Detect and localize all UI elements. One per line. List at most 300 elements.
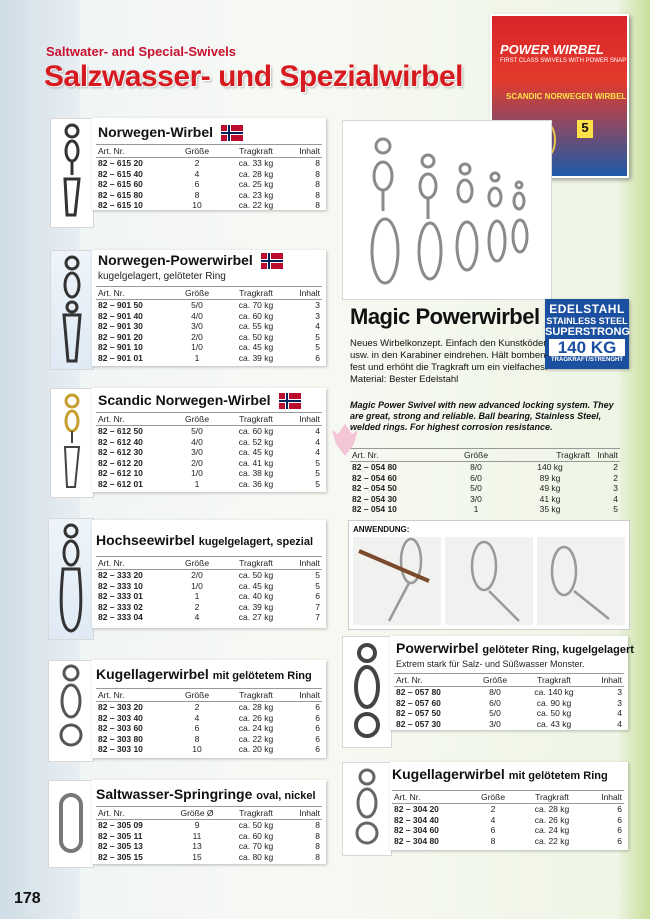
scandic-table (96, 412, 322, 489)
cell-load: 49 kg (539, 483, 561, 494)
swivel-icon (343, 763, 391, 855)
cell-load: ca. 50 kg (238, 820, 274, 831)
table-row (96, 437, 322, 448)
col-content: Inhalt (288, 807, 322, 820)
table-row (96, 744, 322, 755)
cell-content: 8 (315, 841, 320, 852)
col-art: Art. Nr. (96, 287, 170, 300)
table-row (96, 353, 322, 364)
table-row (350, 483, 620, 494)
package-brand: POWER WIRBEL (500, 42, 604, 57)
cell-size: 8 (194, 733, 200, 744)
package-tagline: FIRST CLASS SWIVELS WITH POWER SNAP (500, 58, 627, 64)
hochsee-title-text: Hochseewirbel (96, 532, 195, 548)
cell-art: 82 – 901 10 (98, 342, 143, 353)
cell-size: 4 (194, 612, 200, 623)
magic-description-de: Neues Wirbelkonzept. Einfach den Kunstköder usw. in den Karabiner eindrehen. Hält bomben-fest und erhöht die Tragkraft um ein vielfaches. Material: Bester Edelstahl (350, 338, 549, 385)
table-row (96, 200, 322, 211)
cell-art: 82 – 615 20 (98, 158, 143, 169)
cell-content: 5 (315, 457, 320, 468)
magic-powerwirbel-photo (342, 120, 552, 300)
cell-art: 82 – 333 04 (98, 612, 143, 623)
cell-content: 6 (617, 804, 622, 815)
page-title: Salzwasser- und Spezialwirbel (44, 60, 463, 93)
cell-content: 8 (315, 200, 320, 211)
springringe-title (96, 786, 316, 802)
norwegen-wirbel-title-text: Norwegen-Wirbel (98, 124, 213, 140)
cell-load: ca. 28 kg (238, 702, 274, 713)
table-row (392, 815, 624, 826)
cell-size: 1 (194, 352, 200, 363)
col-size: Größe (170, 287, 224, 300)
cell-art: 82 – 057 30 (396, 718, 441, 729)
col-size: Größe (170, 557, 224, 570)
col-art: Art. Nr. (96, 557, 170, 570)
norway-flag-icon (259, 253, 285, 269)
col-content: Inhalt (288, 287, 322, 300)
edelstahl-line4: 140 KG (549, 339, 625, 356)
cell-size: 10 (192, 200, 202, 211)
cell-size: 3/0 (470, 493, 482, 504)
cell-load: ca. 45 kg (238, 580, 274, 591)
cell-art: 82 – 303 20 (98, 702, 143, 713)
cell-size: 2 (194, 702, 200, 713)
col-load: Tragkraft (522, 674, 586, 687)
table-row (96, 426, 322, 437)
cell-content: 5 (315, 342, 320, 353)
cell-size: 8 (490, 835, 496, 846)
cell-content: 3 (617, 687, 622, 698)
cell-content: 7 (315, 612, 320, 623)
cell-load: ca. 45 kg (238, 447, 274, 458)
cell-load: ca. 26 kg (534, 814, 570, 825)
scandic-title (98, 392, 303, 409)
springringe-title-suffix: oval, nickel (256, 790, 316, 802)
cell-load: ca. 23 kg (238, 189, 274, 200)
page-number: 178 (14, 890, 41, 907)
norway-flag-icon (277, 393, 303, 409)
cell-art: 82 – 615 80 (98, 189, 143, 200)
cell-load: ca. 36 kg (238, 478, 274, 489)
table-row (392, 836, 624, 847)
split-ring-icon (49, 781, 93, 867)
cell-size: 1 (194, 478, 200, 489)
table-row (96, 468, 322, 479)
cell-content: 5 (315, 468, 320, 479)
cell-content: 4 (315, 447, 320, 458)
package-product-name: SCANDIC NORWEGEN WIRBEL (506, 92, 627, 101)
kugellager-photo (48, 660, 94, 762)
table-row (96, 479, 322, 490)
cell-load: ca. 22 kg (238, 200, 274, 211)
cell-art: 82 – 612 01 (98, 478, 143, 489)
cell-size: 2/0 (191, 457, 203, 468)
swivel-icon (49, 519, 93, 639)
hochsee-title (96, 532, 313, 548)
cell-art: 82 – 305 15 (98, 851, 143, 862)
cell-art: 82 – 901 30 (98, 321, 143, 332)
edelstahl-line5: TRAGKRAFT/STRENGHT (551, 357, 623, 363)
table-row (96, 570, 322, 581)
cell-load: ca. 20 kg (238, 744, 274, 755)
col-load: Tragkraft (224, 689, 288, 702)
table-row (96, 702, 322, 713)
cell-load: ca. 55 kg (238, 321, 274, 332)
cell-size: 5/0 (489, 708, 501, 719)
cell-load: ca. 28 kg (238, 168, 274, 179)
cell-size: 6/0 (489, 697, 501, 708)
cell-art: 82 – 305 11 (98, 830, 143, 841)
norwegen-wirbel-table (96, 144, 322, 211)
col-content: Inhalt (586, 674, 624, 687)
table-row (96, 820, 322, 831)
cell-content: 3 (315, 300, 320, 311)
cell-size: 5/0 (470, 483, 482, 494)
norway-flag-icon (219, 125, 245, 141)
table-row (96, 458, 322, 469)
cell-size: 10 (192, 744, 202, 755)
cell-art: 82 – 901 40 (98, 310, 143, 321)
cell-content: 8 (315, 830, 320, 841)
cell-size: 1 (194, 591, 200, 602)
cell-art: 82 – 333 20 (98, 570, 143, 581)
cell-size: 2/0 (191, 331, 203, 342)
col-size: Größe (466, 791, 520, 804)
cell-load: ca. 45 kg (238, 342, 274, 353)
cell-content: 6 (617, 814, 622, 825)
cell-size: 1 (473, 504, 479, 515)
cell-content: 5 (613, 504, 618, 515)
col-content: Inhalt (288, 413, 322, 426)
edelstahl-line2: STAINLESS STEEL (546, 316, 628, 326)
cell-size: 4 (194, 168, 200, 179)
table-row (96, 332, 322, 343)
cell-load: ca. 60 kg (238, 830, 274, 841)
kugellager-title (96, 666, 312, 682)
col-size-diam: Größe Ø (170, 807, 224, 820)
table-row (96, 447, 322, 458)
cell-content: 6 (617, 825, 622, 836)
cell-size: 5/0 (191, 300, 203, 311)
cell-art: 82 – 054 50 (352, 483, 397, 494)
springringe-title-text: Saltwasser-Springringe (96, 786, 253, 802)
swivel-icon (51, 119, 93, 227)
col-load: Tragkraft (224, 145, 288, 158)
cell-load: ca. 41 kg (238, 457, 274, 468)
table-row (96, 190, 322, 201)
table-row (96, 612, 322, 623)
col-art: Art. Nr. (96, 689, 170, 702)
kugellager2-photo (342, 762, 392, 856)
cell-content: 6 (315, 733, 320, 744)
cell-load: ca. 27 kg (238, 612, 274, 623)
col-size: Größe (170, 689, 224, 702)
cell-size: 13 (192, 841, 202, 852)
cell-size: 9 (194, 820, 200, 831)
cell-art: 82 – 612 20 (98, 457, 143, 468)
cell-load: 89 kg (539, 472, 561, 483)
cell-load: ca. 50 kg (238, 331, 274, 342)
table-row (96, 169, 322, 180)
cell-size: 3/0 (489, 718, 501, 729)
cell-size: 5/0 (191, 426, 203, 437)
cell-content: 6 (315, 744, 320, 755)
cell-art: 82 – 054 10 (352, 504, 397, 515)
col-content: Inhalt (592, 449, 620, 462)
col-load: Tragkraft (224, 557, 288, 570)
table-row (96, 841, 322, 852)
cell-content: 6 (617, 835, 622, 846)
edelstahl-line3: SUPERSTRONG (545, 326, 630, 338)
kugellager2-title (392, 766, 608, 782)
cell-load: 41 kg (539, 493, 561, 504)
cell-size: 4 (194, 712, 200, 723)
cell-load: ca. 140 kg (534, 687, 574, 698)
hochsee-title-suffix: kugelgelagert, spezial (198, 536, 314, 548)
scandic-title-text: Scandic Norwegen-Wirbel (98, 392, 271, 408)
table-row (96, 831, 322, 842)
table-row (350, 473, 620, 484)
col-load: Tragkraft (520, 791, 584, 804)
cell-content: 5 (315, 331, 320, 342)
kugellager2-table (392, 790, 624, 846)
table-row (96, 321, 322, 332)
cell-content: 3 (315, 310, 320, 321)
cell-content: 4 (613, 493, 618, 504)
col-content: Inhalt (584, 791, 624, 804)
cell-content: 5 (315, 570, 320, 581)
table-row (96, 179, 322, 190)
cell-content: 8 (315, 189, 320, 200)
table-row (96, 581, 322, 592)
cell-size: 1/0 (191, 580, 203, 591)
cell-size: 4/0 (191, 310, 203, 321)
cell-art: 82 – 333 02 (98, 601, 143, 612)
cell-size: 6/0 (470, 472, 482, 483)
cell-art: 82 – 057 60 (396, 697, 441, 708)
kugellager-title-text: Kugellagerwirbel (96, 666, 209, 682)
cell-load: ca. 50 kg (536, 708, 572, 719)
cell-size: 3/0 (191, 321, 203, 332)
cell-load: ca. 28 kg (534, 804, 570, 815)
cell-art: 82 – 057 50 (396, 708, 441, 719)
cell-load: ca. 38 kg (238, 468, 274, 479)
table-row (350, 462, 620, 473)
cell-art: 82 – 304 80 (394, 835, 439, 846)
cell-size: 8/0 (470, 462, 482, 473)
cell-art: 82 – 303 40 (98, 712, 143, 723)
table-row (350, 504, 620, 515)
cell-content: 3 (617, 697, 622, 708)
magic-swivels-icon (343, 121, 551, 299)
cell-load: ca. 33 kg (238, 158, 274, 169)
cell-load: ca. 22 kg (534, 835, 570, 846)
col-load: Tragkraft (224, 807, 288, 820)
cell-size: 2 (194, 601, 200, 612)
usage-label: ANWENDUNG: (353, 525, 410, 534)
cell-load: 140 kg (537, 462, 563, 473)
col-art: Art. Nr. (96, 413, 170, 426)
cell-size: 15 (192, 851, 202, 862)
cell-size: 6 (490, 825, 496, 836)
powerwirbel-subtitle: Extrem stark für Salz- und Süßwasser Monster. (396, 659, 585, 669)
magic-table (350, 448, 620, 515)
cell-content: 6 (315, 591, 320, 602)
norwegen-powerwirbel-title-text: Norwegen-Powerwirbel (98, 252, 253, 268)
cell-load: ca. 22 kg (238, 733, 274, 744)
table-row (392, 804, 624, 815)
powerwirbel-title-suffix: gelöteter Ring, kugelgelagert (482, 644, 634, 656)
cell-load: ca. 70 kg (238, 841, 274, 852)
swivel-icon (343, 637, 391, 747)
cell-content: 6 (315, 723, 320, 734)
cell-content: 8 (315, 158, 320, 169)
cell-content: 8 (315, 168, 320, 179)
cell-load: ca. 40 kg (238, 591, 274, 602)
col-load: Tragkraft (508, 449, 592, 462)
cell-art: 82 – 333 10 (98, 580, 143, 591)
cell-art: 82 – 054 60 (352, 472, 397, 483)
cell-size: 3/0 (191, 447, 203, 458)
cell-content: 4 (315, 426, 320, 437)
table-row (350, 494, 620, 505)
col-size: Größe (468, 674, 522, 687)
scandic-photo (50, 388, 94, 498)
cell-art: 82 – 901 01 (98, 352, 143, 363)
table-row (394, 698, 624, 709)
cell-content: 4 (315, 436, 320, 447)
cell-load: ca. 90 kg (536, 697, 572, 708)
cell-size: 2 (194, 158, 200, 169)
cell-size: 2 (490, 804, 496, 815)
cell-art: 82 – 304 20 (394, 804, 439, 815)
cell-content: 3 (613, 483, 618, 494)
cell-size: 1/0 (191, 342, 203, 353)
cell-art: 82 – 615 60 (98, 179, 143, 190)
cell-load: ca. 43 kg (536, 718, 572, 729)
norwegen-powerwirbel-title (98, 252, 285, 269)
cell-content: 6 (315, 352, 320, 363)
cell-size: 6 (194, 723, 200, 734)
col-art: Art. Nr. (392, 791, 466, 804)
swivel-icon (51, 389, 93, 497)
col-content: Inhalt (288, 145, 322, 158)
table-row (96, 342, 322, 353)
col-load: Tragkraft (224, 287, 288, 300)
cell-art: 82 – 304 60 (394, 825, 439, 836)
cell-content: 5 (315, 478, 320, 489)
table-row (96, 723, 322, 734)
table-row (394, 719, 624, 730)
kugellager2-title-suffix: mit gelötetem Ring (508, 770, 608, 782)
cell-content: 8 (315, 179, 320, 190)
table-row (96, 713, 322, 724)
cell-art: 82 – 054 80 (352, 462, 397, 473)
powerwirbel-title-text: Powerwirbel (396, 640, 479, 656)
col-size: Größe (444, 449, 508, 462)
cell-art: 82 – 615 10 (98, 200, 143, 211)
usage-box (348, 520, 630, 630)
package-number: 5 (577, 120, 593, 138)
table-row (394, 687, 624, 698)
kugellager-title-suffix: mit gelötetem Ring (212, 670, 312, 682)
cell-content: 8 (315, 851, 320, 862)
cell-art: 82 – 057 80 (396, 687, 441, 698)
col-art: Art. Nr. (350, 449, 444, 462)
cell-load: ca. 24 kg (238, 723, 274, 734)
cell-content: 4 (617, 708, 622, 719)
cell-size: 4/0 (191, 436, 203, 447)
cell-content: 2 (613, 472, 618, 483)
edelstahl-badge (545, 299, 629, 369)
cell-art: 82 – 612 30 (98, 447, 143, 458)
hochsee-table (96, 556, 322, 623)
magic-description-en: Magic Power Swivel with new advanced locking system. They are great, strong and reliable. Ball bearing, Stainless Steel, welded rings. For highest corrosion resistance. (350, 400, 614, 432)
kugellager-table (96, 688, 322, 755)
cell-art: 82 – 303 10 (98, 744, 143, 755)
cell-art: 82 – 612 50 (98, 426, 143, 437)
powerwirbel-photo (342, 636, 392, 748)
cell-content: 8 (315, 820, 320, 831)
cell-art: 82 – 615 40 (98, 168, 143, 179)
cell-load: ca. 60 kg (238, 426, 274, 437)
norwegen-powerwirbel-table (96, 286, 322, 363)
cell-size: 8/0 (489, 687, 501, 698)
cell-load: ca. 80 kg (238, 851, 274, 862)
hochsee-photo (48, 518, 94, 640)
cell-art: 82 – 333 01 (98, 591, 143, 602)
cell-load: ca. 50 kg (238, 570, 274, 581)
cell-content: 4 (617, 718, 622, 729)
cell-art: 82 – 304 40 (394, 814, 439, 825)
table-row (96, 602, 322, 613)
norwegen-powerwirbel-subtitle: kugelgelagert, gelöteter Ring (98, 271, 226, 282)
cell-art: 82 – 303 80 (98, 733, 143, 744)
col-content: Inhalt (288, 557, 322, 570)
col-load: Tragkraft (224, 413, 288, 426)
table-row (96, 300, 322, 311)
cell-size: 11 (192, 830, 202, 841)
cell-size: 2/0 (191, 570, 203, 581)
col-content: Inhalt (288, 689, 322, 702)
cell-content: 2 (613, 462, 618, 473)
usage-photos (349, 521, 629, 629)
swivel-icon (49, 661, 93, 761)
cell-art: 82 – 901 20 (98, 331, 143, 342)
cell-load: 35 kg (539, 504, 561, 515)
table-row (96, 311, 322, 322)
cell-load: ca. 26 kg (238, 712, 274, 723)
powerwirbel-title (396, 640, 634, 656)
cell-size: 8 (194, 189, 200, 200)
col-art: Art. Nr. (394, 674, 468, 687)
col-size: Größe (170, 145, 224, 158)
cell-art: 82 – 303 60 (98, 723, 143, 734)
cell-art: 82 – 054 30 (352, 493, 397, 504)
springringe-photo (48, 780, 94, 868)
cell-load: ca. 25 kg (238, 179, 274, 190)
cell-art: 82 – 901 50 (98, 300, 143, 311)
cell-art: 82 – 612 10 (98, 468, 143, 479)
cell-load: ca. 52 kg (238, 436, 274, 447)
table-row (96, 734, 322, 745)
col-art: Art. Nr. (96, 145, 170, 158)
table-row (392, 825, 624, 836)
kugellager2-title-text: Kugellagerwirbel (392, 766, 505, 782)
cell-size: 1/0 (191, 468, 203, 479)
cell-load: ca. 39 kg (238, 352, 274, 363)
table-row (96, 591, 322, 602)
